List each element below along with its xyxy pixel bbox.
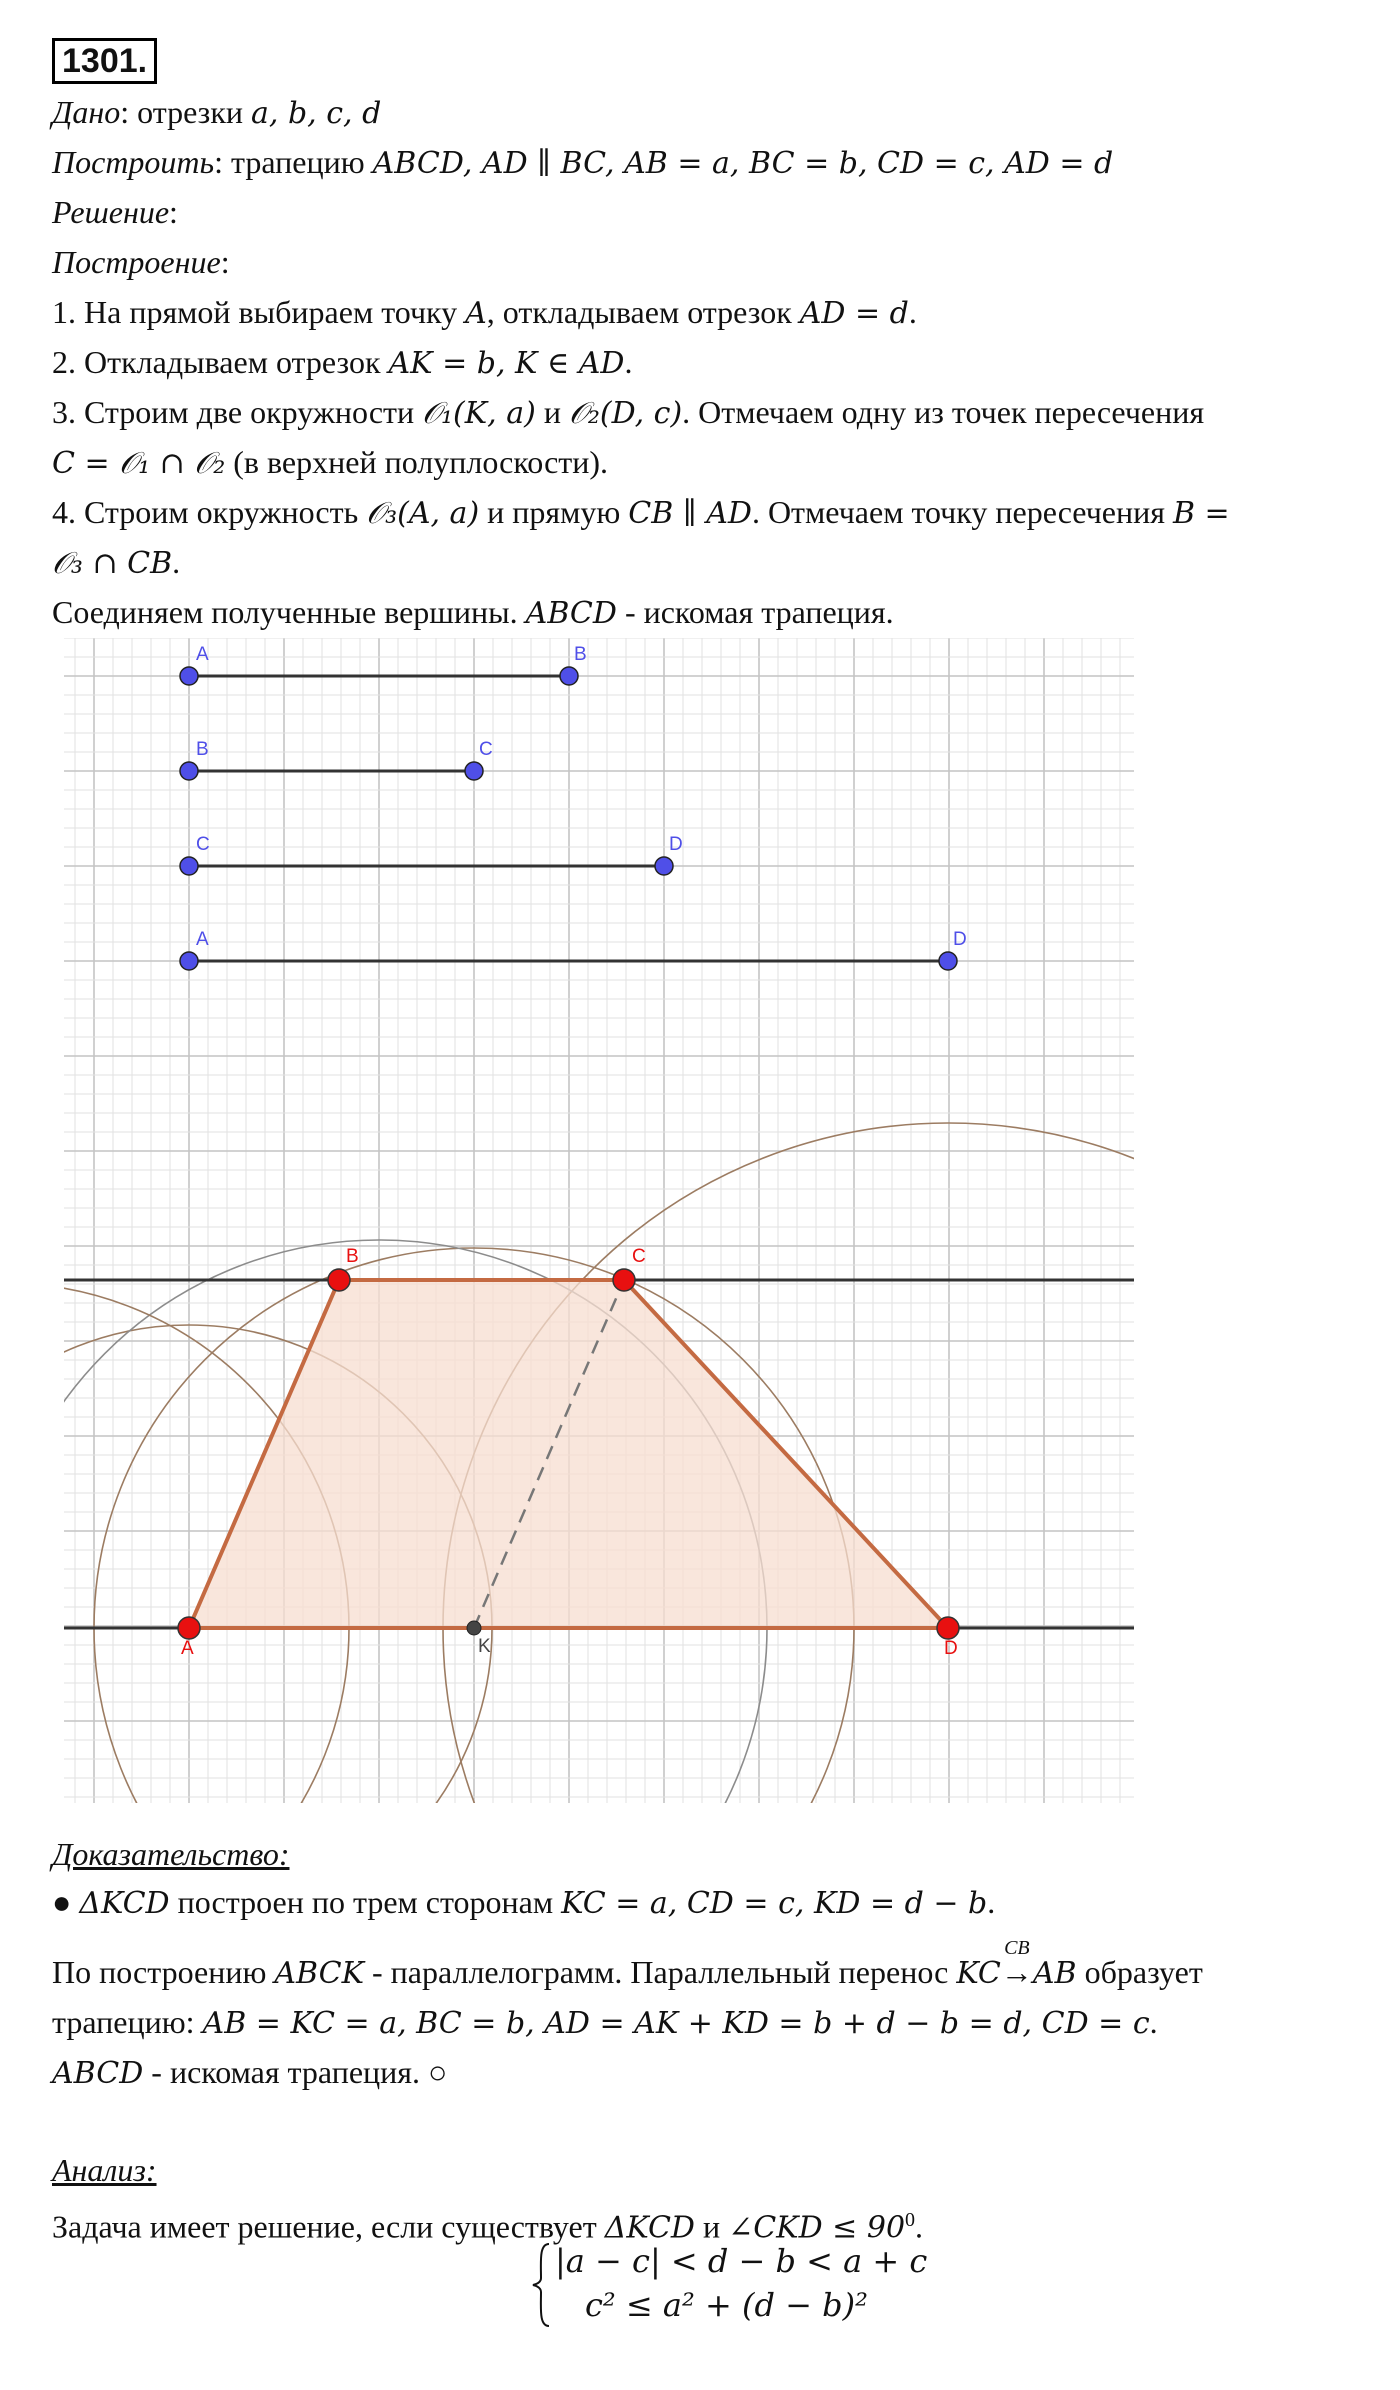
- solution-line: Решение:: [52, 194, 178, 230]
- construction-label: Построение: [52, 244, 221, 280]
- proof-text: образует: [1076, 1954, 1203, 1990]
- point-seg-c-end: [655, 857, 673, 875]
- proof-line-2: [52, 1937, 1203, 1994]
- construction-figure: [64, 638, 1134, 1803]
- reference-segments: [180, 644, 967, 970]
- step-text: . Отмечаем одну из точек пересечения: [682, 394, 1205, 430]
- label-seg-a-end: B: [574, 644, 587, 665]
- given-math: a, b, c, d: [250, 96, 382, 131]
- step-math: 𝒪₃ ∩ CB: [52, 546, 173, 581]
- step-number: 2.: [52, 344, 76, 380]
- analysis-math: ∠CKD ≤ 90: [728, 2210, 906, 2246]
- label-a: A: [181, 1638, 194, 1659]
- label-seg-a-start: A: [196, 644, 209, 665]
- label-b: B: [346, 1246, 359, 1267]
- label-seg-c-start: C: [196, 834, 210, 855]
- proof-math: KC: [956, 1956, 1001, 1991]
- construct-math: ABCD, AD ∥ BC, AB = a, BC = b, CD = c, AD = d: [372, 146, 1114, 181]
- point-b: [328, 1269, 350, 1291]
- step-text: и прямую: [479, 494, 629, 530]
- step-text: . Отмечаем точку пересечения: [751, 494, 1173, 530]
- point-seg-b-end: [465, 762, 483, 780]
- proof-text: - параллелограмм. Параллельный перенос: [364, 1954, 957, 1990]
- label-seg-b-start: B: [196, 739, 209, 760]
- proof-line-4: [52, 2052, 447, 2094]
- given-text: : отрезки: [120, 94, 251, 130]
- proof-text: - искомая трапеция. ○: [143, 2054, 448, 2090]
- step-4: [52, 492, 1230, 534]
- step-math: CB ∥ AD: [628, 496, 752, 531]
- step-math: C = 𝒪₁ ∩ 𝒪₂: [52, 446, 226, 481]
- step-4-cont: [52, 542, 180, 584]
- vector-label: CB: [1004, 1937, 1030, 1959]
- analysis-math: ΔKCD: [604, 2210, 695, 2246]
- step-math: 𝒪₁(K, a): [422, 396, 536, 431]
- label-k: K: [478, 1636, 491, 1657]
- label-seg-d-start: A: [196, 929, 209, 950]
- step-3-cont: [52, 442, 608, 484]
- step-2: [52, 342, 632, 384]
- connect-text: Соединяем полученные вершины.: [52, 594, 526, 630]
- proof-label: Доказательство:: [52, 1836, 290, 1872]
- step-math: A: [465, 296, 487, 331]
- step-text: , откладываем отрезок: [486, 294, 800, 330]
- analysis-text: Задача имеет решение, если существует: [52, 2208, 605, 2245]
- step-number: 4.: [52, 494, 76, 530]
- proof-text: .: [987, 1884, 996, 1920]
- point-a: [178, 1617, 200, 1639]
- construct-label: Построить: [52, 144, 215, 180]
- proof-line-3: [52, 2002, 1158, 2044]
- point-c: [613, 1269, 635, 1291]
- point-seg-d-end: [939, 952, 957, 970]
- construction-line: Построение:: [52, 244, 230, 280]
- step-text: Строим две окружности: [76, 394, 423, 430]
- step-text: .: [908, 294, 917, 330]
- proof-math: ABCD: [52, 2056, 144, 2091]
- construct-line: [52, 142, 1113, 184]
- proof-text: трапецию:: [52, 2004, 203, 2040]
- system-line-2: c² ≤ a² + (d − b)²: [585, 2286, 868, 2324]
- arrow: →: [1000, 1954, 1033, 1990]
- point-d: [937, 1617, 959, 1639]
- proof-math: AB = KC = a, BC = b, AD = AK + KD = b + d − b = d, CD = c: [202, 2006, 1150, 2041]
- proof-text: По построению: [52, 1954, 275, 1990]
- point-seg-d-start: [180, 952, 198, 970]
- proof-math: AB: [1032, 1956, 1077, 1991]
- step-text: На прямой выбираем точку: [76, 294, 466, 330]
- step-math: AK = b, K ∈ AD: [388, 346, 625, 381]
- construct-text: : трапецию: [214, 144, 373, 180]
- proof-math: ΔKCD: [79, 1886, 170, 1921]
- bullet: ●: [52, 1884, 72, 1920]
- label-d: D: [944, 1638, 958, 1659]
- trapezoid: [64, 1246, 1134, 1659]
- point-seg-b-start: [180, 762, 198, 780]
- step-3: [52, 392, 1204, 434]
- analysis-label: Анализ:: [52, 2152, 157, 2188]
- connect-math: ABCD: [525, 596, 617, 631]
- proof-math: KC = a, CD = c, KD = d − b: [561, 1886, 988, 1921]
- analysis-text: и: [694, 2208, 729, 2245]
- system-line-1: |a − c| < d − b < a + c: [555, 2242, 928, 2280]
- step-text: .: [172, 544, 181, 580]
- step-math: B =: [1172, 496, 1230, 531]
- proof-text: построен по трем сторонам: [169, 1884, 562, 1920]
- system-brace: [531, 2242, 553, 2328]
- given-label: Дано: [52, 94, 121, 130]
- proof-math: ABCK: [274, 1956, 364, 1991]
- step-text: .: [624, 344, 633, 380]
- step-math: 𝒪₂(D, c): [568, 396, 683, 431]
- proof-line-1: [52, 1882, 995, 1924]
- analysis-text: .: [915, 2208, 924, 2245]
- proof-heading: [52, 1834, 289, 1874]
- point-k: [467, 1621, 481, 1635]
- step-text: Строим окружность: [76, 494, 367, 530]
- connect-line: [52, 592, 894, 634]
- label-c: C: [632, 1246, 646, 1267]
- step-number: 1.: [52, 294, 76, 330]
- point-seg-c-start: [180, 857, 198, 875]
- point-seg-a-end: [560, 667, 578, 685]
- problem-number: 1301.: [52, 38, 157, 84]
- label-seg-d-end: D: [953, 929, 967, 950]
- given-line: [52, 92, 381, 134]
- connect-text: - искомая трапеция.: [616, 594, 894, 630]
- point-seg-a-start: [180, 667, 198, 685]
- step-math: AD = d: [799, 296, 909, 331]
- proof-text: .: [1149, 2004, 1158, 2040]
- step-text: Откладываем отрезок: [76, 344, 389, 380]
- step-math: 𝒪₃(A, a): [366, 496, 480, 531]
- step-text: и: [535, 394, 569, 430]
- step-1: [52, 292, 917, 334]
- degree-sup: 0: [905, 2209, 916, 2231]
- solution-label: Решение: [52, 194, 170, 230]
- vector-arrow: [1000, 1937, 1033, 1992]
- label-seg-b-end: C: [479, 739, 493, 760]
- analysis-heading: [52, 2150, 157, 2190]
- step-number: 3.: [52, 394, 76, 430]
- label-seg-c-end: D: [669, 834, 683, 855]
- step-text: (в верхней полуплоскости).: [225, 444, 609, 480]
